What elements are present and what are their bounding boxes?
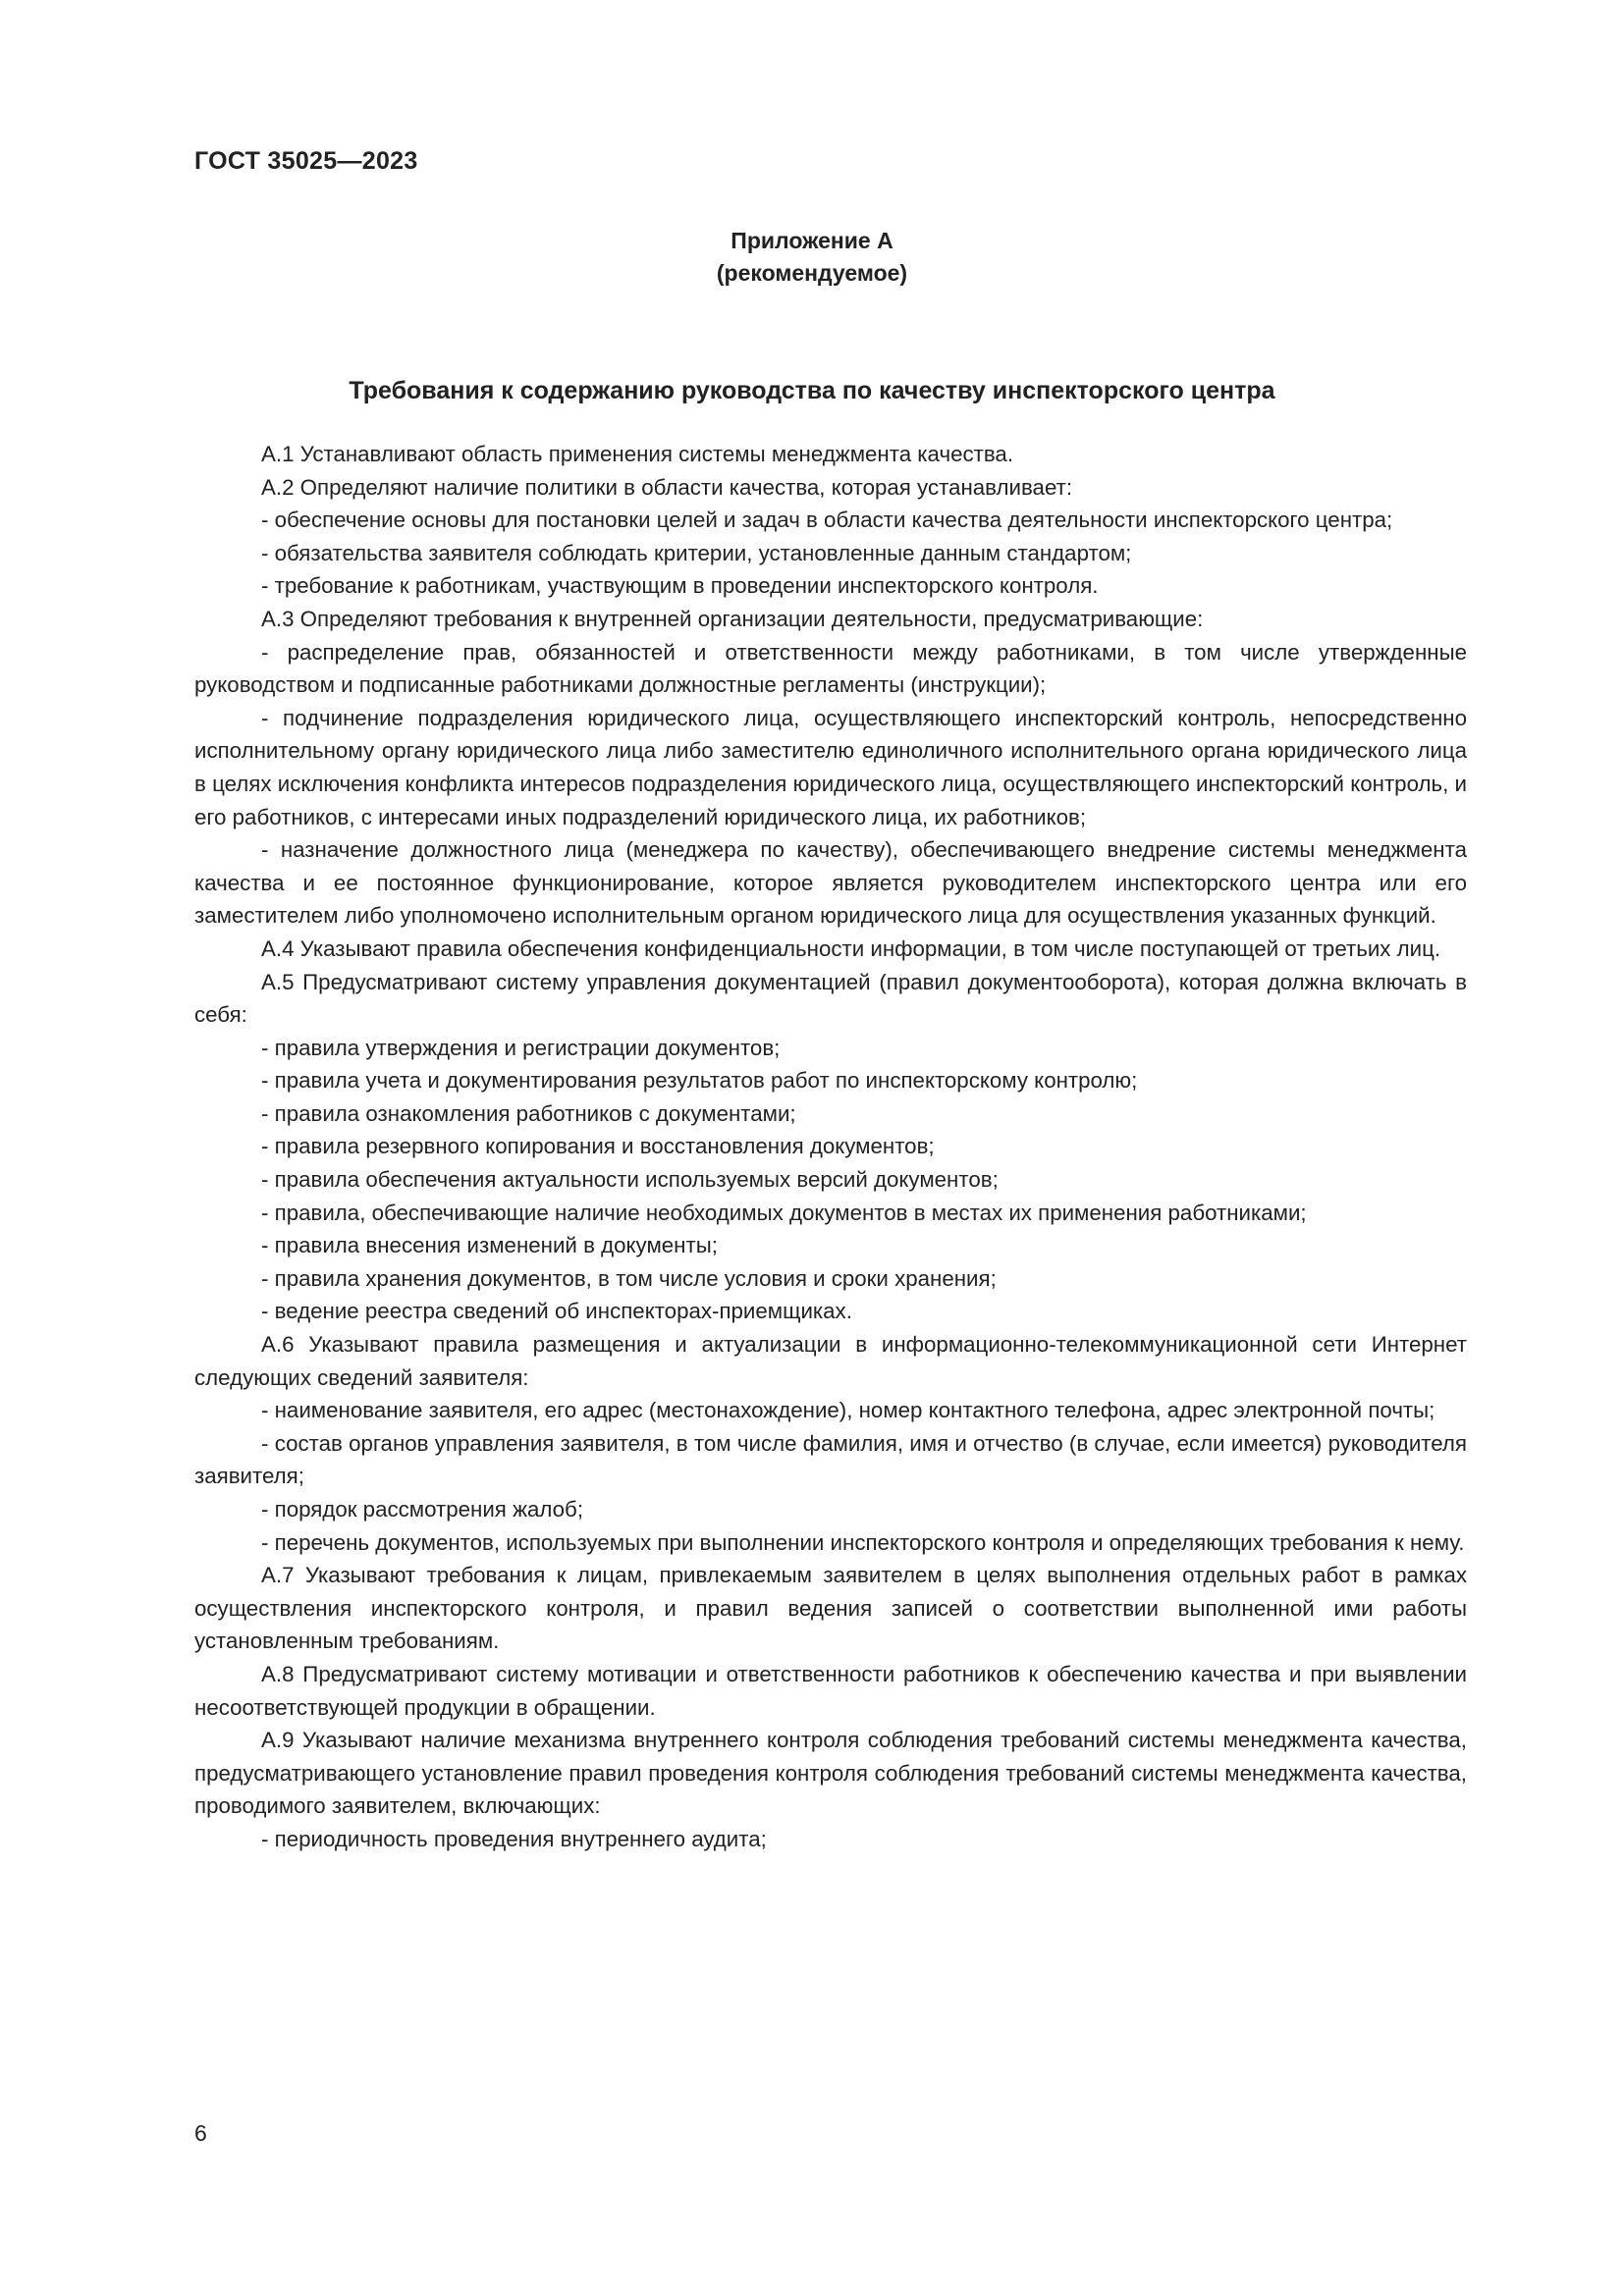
list-item: - правила хранения документов, в том числе условия и сроки хранения; [261, 1265, 997, 1291]
paragraph: А.2 Определяют наличие политики в области качества, которая устанавливает: [261, 474, 1073, 500]
list-item: - назначение должностного лица (менеджера по качеству), обеспечивающего внедрение системы менеджмента качества и ее постоянное функционирование, которое является руководителем инспекторского центра или его заместителем либо уполномочено исполнительным органом юридического лица для осуществления указанных функций. [194, 837, 1467, 929]
list-item: - порядок рассмотрения жалоб; [261, 1497, 584, 1522]
paragraph: А.6 Указывают правила размещения и актуализации в информационно-телекоммуникационной сети Интернет следующих сведений заявителя: [194, 1332, 1467, 1390]
list-item: - ведение реестра сведений об инспекторах-приемщиках. [261, 1299, 852, 1324]
list-item: - правила утверждения и регистрации документов; [261, 1035, 781, 1060]
paragraph: А.9 Указывают наличие механизма внутреннего контроля соблюдения требований системы менеджмента качества, предусматривающего установление правил проведения контроля соблюдения требований системы менеджмента качества, проводимого заявителем, включающих: [194, 1728, 1467, 1819]
list-item: - правила учета и документирования результатов работ по инспекторскому контролю; [261, 1068, 1138, 1094]
list-item: - состав органов управления заявителя, в том числе фамилия, имя и отчество (в случае, если имеется) руководителя заявителя; [194, 1430, 1467, 1489]
paragraph: А.3 Определяют требования к внутренней организации деятельности, предусматривающие: [261, 606, 1204, 631]
paragraph: А.5 Предусматривают систему управления документацией (правил документооборота), которая должна включать в себя: [194, 969, 1467, 1028]
list-item: - наименование заявителя, его адрес (местонахождение), номер контактного телефона, адрес электронной почты; [261, 1398, 1435, 1423]
list-item: - правила ознакомления работников с документами; [261, 1100, 796, 1126]
paragraph: А.7 Указывают требования к лицам, привлекаемым заявителем в целях выполнения отдельных работ в рамках осуществления инспекторского контроля, и правил ведения записей о соответствии выполненной ими работы установленным требованиям. [194, 1563, 1467, 1654]
list-item: - подчинение подразделения юридического лица, осуществляющего инспекторский контроль, непосредственно исполнительному органу юридического лица либо заместителю единоличного исполнительного органа юридического лица в целях исключения конфликта интересов подразделения юридического лица, осуществляющего инспекторский контроль, и его работников, с интересами иных подразделений юридического лица, их работников; [194, 705, 1467, 829]
list-item: - периодичность проведения внутреннего аудита; [261, 1826, 767, 1851]
standard-code: ГОСТ 35025—2023 [194, 147, 418, 175]
document-body [194, 438, 1467, 1856]
paragraph: А.8 Предусматривают систему мотивации и ответственности работников к обеспечению качества и при выявлении несоответствующей продукции в обращении. [194, 1661, 1467, 1720]
list-item: - правила внесения изменений в документы; [261, 1233, 718, 1258]
annex-status: (рекомендуемое) [716, 260, 908, 286]
list-item: - перечень документов, используемых при выполнении инспекторского контроля и определяющих требования к нему. [261, 1529, 1465, 1555]
list-item: - обеспечение основы для постановки целей и задач в области качества деятельности инспекторского центра; [261, 507, 1393, 533]
list-item: - распределение прав, обязанностей и ответственности между работниками, в том числе утвержденные руководством и подписанные работниками должностные регламенты (инструкции); [194, 639, 1467, 698]
paragraph: А.1 Устанавливают область применения системы менеджмента качества. [261, 442, 1014, 466]
annex-heading: Требования к содержанию руководства по качеству инспекторского центра [349, 377, 1275, 404]
list-item: - требование к работникам, участвующим в проведении инспекторского контроля. [261, 573, 1099, 599]
list-item: - правила, обеспечивающие наличие необходимых документов в местах их применения работниками; [261, 1200, 1307, 1225]
paragraph: А.4 Указывают правила обеспечения конфиденциальности информации, в том числе поступающей от третьих лиц. [261, 935, 1441, 961]
list-item: - обязательства заявителя соблюдать критерии, установленные данным стандартом; [261, 540, 1132, 565]
annex-title: Приложение А [731, 228, 893, 253]
list-item: - правила резервного копирования и восстановления документов; [261, 1134, 935, 1159]
page-number: 6 [194, 2120, 207, 2146]
list-item: - правила обеспечения актуальности используемых версий документов; [261, 1167, 999, 1193]
